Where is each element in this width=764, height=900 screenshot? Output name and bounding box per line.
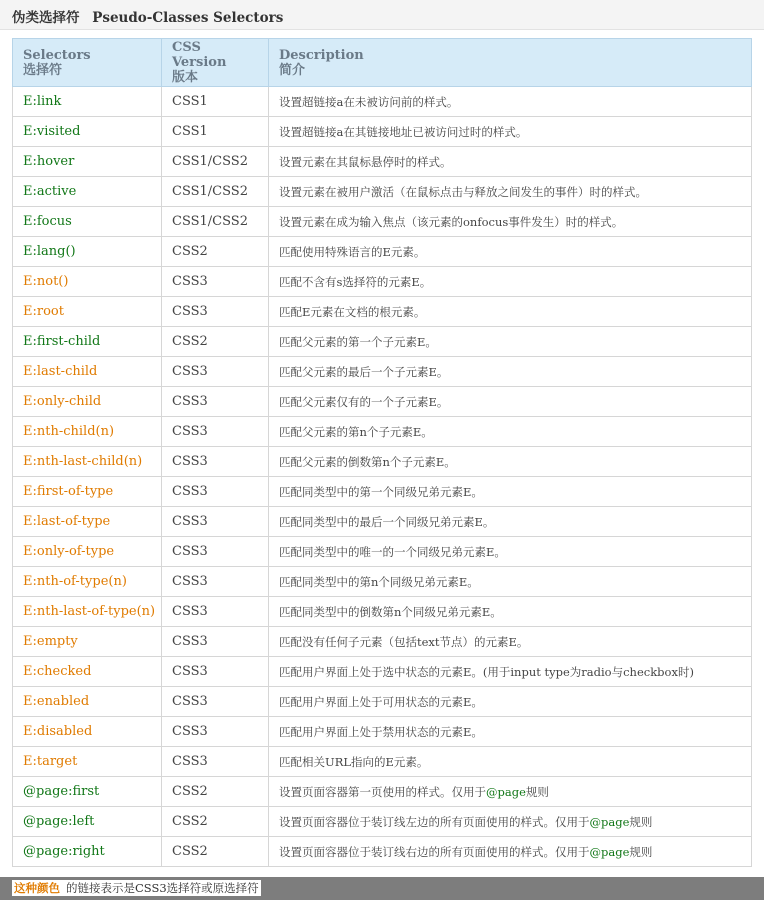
description-cell xyxy=(269,87,752,117)
selectors-table-container xyxy=(12,38,751,867)
selector-cell xyxy=(13,87,162,117)
table-row xyxy=(13,417,752,447)
selector-link[interactable]: E:only-child xyxy=(23,394,102,409)
page-title-english: Pseudo-Classes Selectors xyxy=(92,10,284,26)
version-cell: CSS3 xyxy=(162,507,269,537)
selector-cell xyxy=(13,147,162,177)
footer-bar xyxy=(0,877,764,900)
header-selectors xyxy=(13,39,162,87)
selector-link[interactable]: E:only-of-type xyxy=(23,544,115,559)
table-row xyxy=(13,297,752,327)
description-cell xyxy=(269,147,752,177)
selector-cell xyxy=(13,597,162,627)
table-row xyxy=(13,357,752,387)
version-cell: CSS1 xyxy=(162,117,269,147)
table-row xyxy=(13,237,752,267)
description-cell xyxy=(269,597,752,627)
description-text: 设置元素在成为输入焦点（该元素的onfocus事件发生）时的样式。 xyxy=(279,214,624,229)
selector-cell xyxy=(13,177,162,207)
table-row xyxy=(13,327,752,357)
table-row xyxy=(13,567,752,597)
description-cell xyxy=(269,837,752,867)
selector-cell xyxy=(13,657,162,687)
version-cell: CSS1/CSS2 xyxy=(162,177,269,207)
version-cell: CSS3 xyxy=(162,567,269,597)
description-text: 匹配同类型中的第n个同级兄弟元素E。 xyxy=(279,574,479,589)
description-cell xyxy=(269,447,752,477)
selector-link[interactable]: E:first-child xyxy=(23,334,101,349)
selector-cell xyxy=(13,207,162,237)
description-text: 匹配父元素仅有的一个子元素E。 xyxy=(279,394,449,409)
description-cell xyxy=(269,327,752,357)
selector-link[interactable]: E:not() xyxy=(23,274,69,289)
selectors-table xyxy=(12,38,752,867)
header-selectors-zh: 选择符 xyxy=(23,62,63,78)
description-text: 匹配同类型中的第一个同级兄弟元素E。 xyxy=(279,484,483,499)
selector-cell xyxy=(13,417,162,447)
header-description-en: Description xyxy=(279,47,364,63)
selector-cell xyxy=(13,507,162,537)
description-text: 匹配使用特殊语言的E元素。 xyxy=(279,244,426,259)
table-row xyxy=(13,177,752,207)
selector-cell xyxy=(13,267,162,297)
version-cell: CSS3 xyxy=(162,297,269,327)
table-header-row xyxy=(13,39,752,87)
description-cell xyxy=(269,747,752,777)
version-cell: CSS3 xyxy=(162,627,269,657)
table-row xyxy=(13,477,752,507)
version-cell: CSS1 xyxy=(162,87,269,117)
description-keyword-link[interactable]: @page xyxy=(589,814,630,829)
description-cell xyxy=(269,117,752,147)
description-suffix: 规则 xyxy=(525,784,549,799)
selector-link[interactable]: E:disabled xyxy=(23,724,93,739)
version-cell: CSS2 xyxy=(162,807,269,837)
selector-cell xyxy=(13,807,162,837)
selector-link[interactable]: E:focus xyxy=(23,214,72,229)
table-row xyxy=(13,777,752,807)
table-row xyxy=(13,87,752,117)
table-row xyxy=(13,687,752,717)
table-row xyxy=(13,597,752,627)
description-cell xyxy=(269,177,752,207)
selector-cell xyxy=(13,747,162,777)
header-selectors-en: Selectors xyxy=(23,47,91,63)
description-text: 匹配E元素在文档的根元素。 xyxy=(279,304,426,319)
table-row xyxy=(13,147,752,177)
header-css-version-zh: 版本 xyxy=(172,70,199,85)
description-keyword-link[interactable]: @page xyxy=(589,844,630,859)
description-text: 设置页面容器位于装订线右边的所有页面使用的样式。仅用于 xyxy=(279,844,590,859)
version-cell: CSS3 xyxy=(162,747,269,777)
version-cell: CSS3 xyxy=(162,447,269,477)
description-text: 匹配同类型中的唯一的一个同级兄弟元素E。 xyxy=(279,544,506,559)
table-row xyxy=(13,387,752,417)
description-text: 匹配同类型中的最后一个同级兄弟元素E。 xyxy=(279,514,495,529)
version-cell: CSS1/CSS2 xyxy=(162,207,269,237)
footer-legend-text: 的链接表示是CSS3选择符或原选择符 xyxy=(66,881,259,895)
description-cell xyxy=(269,627,752,657)
description-text: 匹配用户界面上处于禁用状态的元素E。 xyxy=(279,724,483,739)
selector-cell xyxy=(13,447,162,477)
selector-cell xyxy=(13,687,162,717)
version-cell: CSS3 xyxy=(162,717,269,747)
selector-cell xyxy=(13,627,162,657)
description-text: 匹配相关URL指向的E元素。 xyxy=(279,754,429,769)
selector-link[interactable]: E:lang() xyxy=(23,244,76,259)
description-cell xyxy=(269,477,752,507)
version-cell: CSS3 xyxy=(162,597,269,627)
selector-cell xyxy=(13,717,162,747)
version-cell: CSS2 xyxy=(162,837,269,867)
description-cell xyxy=(269,537,752,567)
description-text: 匹配同类型中的倒数第n个同级兄弟元素E。 xyxy=(279,604,502,619)
selector-cell xyxy=(13,477,162,507)
description-cell xyxy=(269,417,752,447)
table-row xyxy=(13,717,752,747)
selector-cell xyxy=(13,297,162,327)
version-cell: CSS2 xyxy=(162,237,269,267)
description-keyword-link[interactable]: @page xyxy=(486,784,526,799)
description-cell xyxy=(269,267,752,297)
selector-link[interactable]: E:enabled xyxy=(23,694,90,709)
description-suffix: 规则 xyxy=(629,844,653,859)
selector-cell xyxy=(13,117,162,147)
description-text: 匹配父元素的倒数第n个子元素E。 xyxy=(279,454,456,469)
description-text: 设置元素在被用户激活（在鼠标点击与释放之间发生的事件）时的样式。 xyxy=(279,184,647,199)
selector-link[interactable]: E:link xyxy=(23,94,62,109)
header-description xyxy=(269,39,752,87)
description-cell xyxy=(269,777,752,807)
version-cell: CSS3 xyxy=(162,417,269,447)
page-title xyxy=(0,0,764,30)
selector-link[interactable]: E:last-child xyxy=(23,364,98,379)
table-row xyxy=(13,207,752,237)
table-row xyxy=(13,747,752,777)
version-cell: CSS3 xyxy=(162,657,269,687)
description-text: 设置超链接a在未被访问前的样式。 xyxy=(279,94,459,109)
description-cell xyxy=(269,357,752,387)
description-text: 设置超链接a在其链接地址已被访问过时的样式。 xyxy=(279,124,528,139)
description-text: 设置页面容器位于装订线左边的所有页面使用的样式。仅用于 xyxy=(279,814,590,829)
table-row xyxy=(13,267,752,297)
description-cell xyxy=(269,237,752,267)
footer-color-sample: 这种颜色 xyxy=(14,881,60,895)
description-text: 设置页面容器第一页使用的样式。仅用于 xyxy=(279,784,486,799)
description-cell xyxy=(269,207,752,237)
description-text: 设置元素在其鼠标悬停时的样式。 xyxy=(279,154,452,169)
version-cell: CSS3 xyxy=(162,387,269,417)
selector-link[interactable]: E:nth-of-type(n) xyxy=(23,574,127,589)
header-description-zh: 简介 xyxy=(279,62,306,78)
version-cell: CSS3 xyxy=(162,537,269,567)
description-cell xyxy=(269,507,752,537)
description-text: 匹配没有任何子元素（包括text节点）的元素E。 xyxy=(279,634,529,649)
description-cell xyxy=(269,297,752,327)
selector-link[interactable]: @page:left xyxy=(23,814,95,829)
version-cell: CSS3 xyxy=(162,357,269,387)
selector-link[interactable]: E:active xyxy=(23,184,77,199)
description-text: 匹配父元素的第一个子元素E。 xyxy=(279,334,437,349)
version-cell: CSS3 xyxy=(162,267,269,297)
table-row xyxy=(13,807,752,837)
table-body xyxy=(13,87,752,867)
selector-link[interactable]: @page:first xyxy=(23,784,100,799)
selector-cell xyxy=(13,537,162,567)
description-text: 匹配用户界面上处于可用状态的元素E。 xyxy=(279,694,483,709)
selector-link[interactable]: E:target xyxy=(23,754,78,769)
description-cell xyxy=(269,567,752,597)
table-row xyxy=(13,447,752,477)
description-cell xyxy=(269,687,752,717)
selector-link[interactable]: E:last-of-type xyxy=(23,514,111,529)
table-row xyxy=(13,657,752,687)
selector-link[interactable]: @page:right xyxy=(23,844,105,859)
selector-cell xyxy=(13,237,162,267)
description-text: 匹配不含有s选择符的元素E。 xyxy=(279,274,432,289)
selector-cell xyxy=(13,387,162,417)
selector-cell xyxy=(13,837,162,867)
version-cell: CSS3 xyxy=(162,477,269,507)
selector-link[interactable]: E:empty xyxy=(23,634,78,649)
table-row xyxy=(13,537,752,567)
version-cell: CSS2 xyxy=(162,327,269,357)
table-row xyxy=(13,117,752,147)
description-cell xyxy=(269,387,752,417)
version-cell: CSS2 xyxy=(162,777,269,807)
selector-link[interactable]: E:nth-last-child(n) xyxy=(23,454,143,469)
selector-link[interactable]: E:nth-child(n) xyxy=(23,424,115,439)
description-text: 匹配用户界面上处于选中状态的元素E。(用于input type为radio与checkbox时) xyxy=(279,664,694,679)
selector-cell xyxy=(13,327,162,357)
description-text: 匹配父元素的最后一个子元素E。 xyxy=(279,364,449,379)
description-text: 匹配父元素的第n个子元素E。 xyxy=(279,424,433,439)
selector-link[interactable]: E:visited xyxy=(23,124,81,139)
table-row xyxy=(13,507,752,537)
selector-link[interactable]: E:hover xyxy=(23,154,75,169)
selector-cell xyxy=(13,567,162,597)
header-css-version xyxy=(162,39,269,87)
table-row xyxy=(13,627,752,657)
selector-cell xyxy=(13,777,162,807)
header-css-version-en: CSS Version xyxy=(172,40,227,70)
description-cell xyxy=(269,807,752,837)
table-row xyxy=(13,837,752,867)
selector-link[interactable]: E:root xyxy=(23,304,64,319)
page-title-chinese: 伪类选择符 xyxy=(12,10,80,26)
selector-link[interactable]: E:first-of-type xyxy=(23,484,114,499)
description-cell xyxy=(269,657,752,687)
selector-cell xyxy=(13,357,162,387)
version-cell: CSS1/CSS2 xyxy=(162,147,269,177)
version-cell: CSS3 xyxy=(162,687,269,717)
description-cell xyxy=(269,717,752,747)
selector-link[interactable]: E:checked xyxy=(23,664,92,679)
description-suffix: 规则 xyxy=(629,814,653,829)
footer-legend xyxy=(12,880,261,896)
selector-link[interactable]: E:nth-last-of-type(n) xyxy=(23,604,156,619)
